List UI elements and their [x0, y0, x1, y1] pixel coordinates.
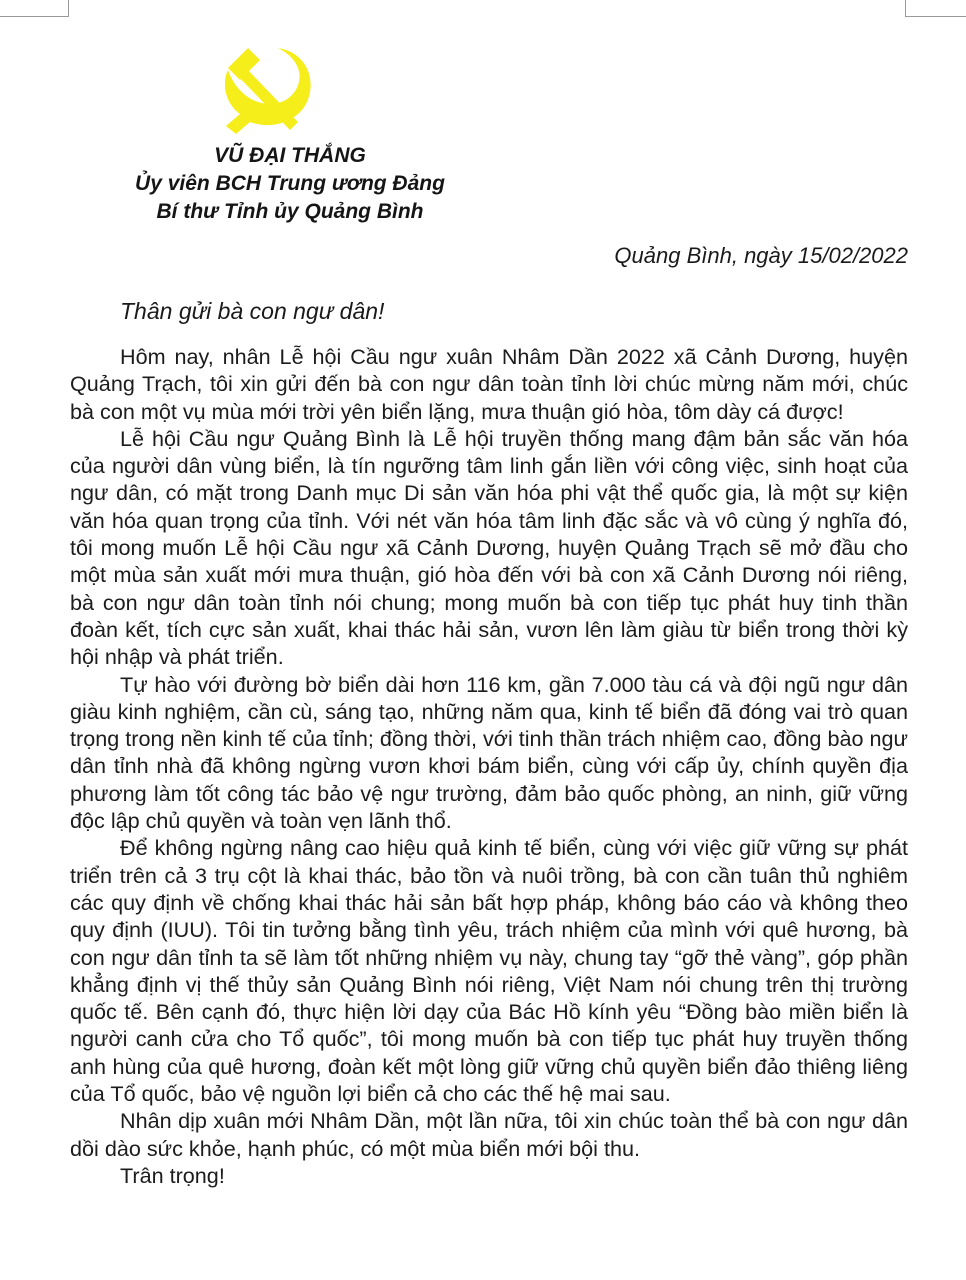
letter-body	[70, 343, 908, 1189]
closing: Trân trọng!	[120, 1162, 225, 1188]
paragraph: Nhân dịp xuân mới Nhâm Dần, một lần nữa, tôi xin chúc toàn thể bà con ngư dân dồi dào sức khỏe, hạnh phúc, có một mùa biển mới bội thu.	[70, 1108, 908, 1161]
paragraph: Tự hào với đường bờ biển dài hơn 116 km, gần 7.000 tàu cá và đội ngũ ngư dân giàu kinh nghiệm, cần cù, sáng tạo, những năm qua, kinh tế biển đã đóng vai trò quan trọng trong nền kinh tế của tỉnh; đồng thời, với tinh thần trách nhiệm cao, đồng bào ngư dân tỉnh nhà đã không ngừng vươn khơi bám biển, cùng với cấp ủy, chính quyền địa phương làm tốt công tác bảo vệ ngư trường, đảm bảo quốc phòng, an ninh, giữ vững độc lập chủ quyền và toàn vẹn lãnh thổ.	[70, 671, 908, 834]
paragraph: Lễ hội Cầu ngư Quảng Bình là Lễ hội truyền thống mang đậm bản sắc văn hóa của người dân vùng biển, là tín ngưỡng tâm linh gắn liền với công việc, sinh hoạt của ngư dân, có mặt trong Danh mục Di sản văn hóa phi vật thể quốc gia, là một sự kiện văn hóa quan trọng của tỉnh. Với nét văn hóa tâm linh đặc sắc và vô cùng ý nghĩa đó, tôi mong muốn Lễ hội Cầu ngư xã Cảnh Dương, huyện Quảng Trạch sẽ mở đầu cho một mùa sản xuất mới mưa thuận, gió hòa đến với bà con xã Cảnh Dương nói riêng, bà con ngư dân toàn tỉnh nói chung; mong muốn bà con tiếp tục phát huy tinh thần đoàn kết, tích cực sản xuất, khai thác hải sản, vươn lên làm giàu từ biển trong thời kỳ hội nhập và phát triển.	[70, 425, 908, 670]
salutation: Thân gửi bà con ngư dân!	[120, 298, 385, 324]
sender-title-2: Bí thư Tỉnh ủy Quảng Bình	[156, 200, 424, 223]
sender-name: VŨ ĐẠI THẮNG	[214, 144, 366, 167]
paragraph: Hôm nay, nhân Lễ hội Cầu ngư xuân Nhâm Dần 2022 xã Cảnh Dương, huyện Quảng Trạch, tôi xin gửi đến bà con ngư dân toàn tỉnh lời chúc mừng năm mới, chúc bà con một vụ mùa mới trời yên biển lặng, mưa thuận gió hòa, tôm dày cá được!	[70, 344, 908, 424]
page-corner-mark-left	[0, 0, 69, 17]
date-line: Quảng Bình, ngày 15/02/2022	[614, 243, 908, 268]
paragraph: Để không ngừng nâng cao hiệu quả kinh tế biển, cùng với việc giữ vững sự phát triển trên cả 3 trụ cột là khai thác, bảo tồn và nuôi trồng, bà con cần tuân thủ nghiêm các quy định về chống khai thác hải sản bất hợp pháp, không báo cáo và không theo quy định (IUU). Tôi tin tưởng bằng tình yêu, trách nhiệm của mình với quê hương, bà con ngư dân tỉnh ta sẽ làm tốt những nhiệm vụ này, chung tay “gỡ thẻ vàng”, góp phần khẳng định vị thế thủy sản Quảng Bình nói riêng, Việt Nam nói chung trên thị trường quốc tế. Bên cạnh đó, thực hiện lời dạy của Bác Hồ kính yêu “Đồng bào miền biển là người canh cửa cho Tổ quốc”, tôi mong muốn bà con tiếp tục phát huy truyền thống anh hùng của quê hương, đoàn kết một lòng giữ vững chủ quyền biển đảo thiêng liêng của Tổ quốc, bảo vệ nguồn lợi biển cả cho các thế hệ mai sau.	[70, 835, 908, 1107]
sender-header	[80, 142, 500, 226]
hammer-and-sickle-icon	[214, 42, 322, 136]
page-corner-mark-right	[905, 0, 966, 17]
sender-title-1: Ủy viên BCH Trung ương Đảng	[135, 172, 445, 195]
